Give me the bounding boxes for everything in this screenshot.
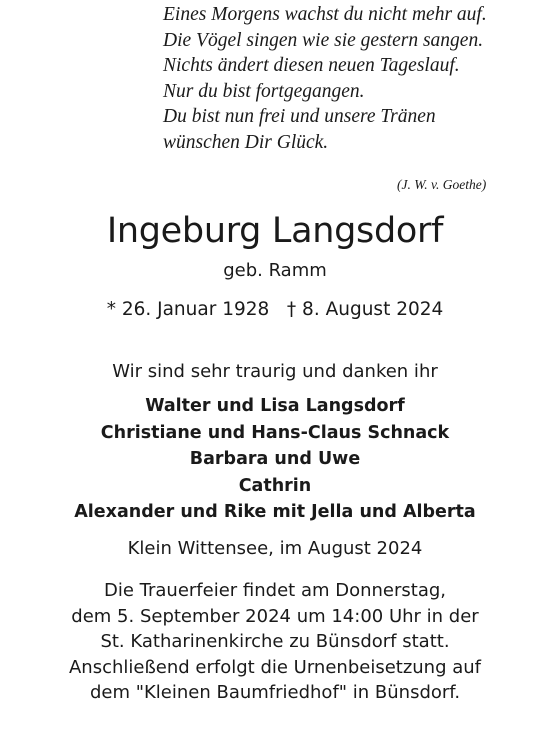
family-member: Walter und Lisa Langsdorf <box>145 396 405 416</box>
funeral-line: dem 5. September 2024 um 14:00 Uhr in der <box>71 605 479 627</box>
family-member: Cathrin <box>238 475 312 496</box>
goethe-poem <box>163 2 548 192</box>
funeral-line: dem "Kleinen Baumfriedhof" in Bünsdorf. <box>89 682 461 703</box>
family-member: Alexander und Rike mit Jella und Alberta <box>74 502 476 522</box>
birth-name: geb. Ramm <box>223 260 327 281</box>
poem-line: wünschen Dir Glück. <box>163 131 329 153</box>
poem-author: (J. W. v. Goethe) <box>397 177 487 192</box>
funeral-details <box>0 578 550 706</box>
funeral-line: Die Trauerfeier findet am Donnerstag, <box>103 580 447 601</box>
poem-line: Nichts ändert diesen neuen Tageslauf. <box>163 55 460 76</box>
poem-line: Eines Morgens wachst du nicht mehr auf. <box>163 4 487 25</box>
poem-line: Nur du bist fortgegangen. <box>163 80 365 102</box>
thanks-line: Wir sind sehr traurig und danken ihr <box>112 361 438 382</box>
poem-line: Die Vögel singen wie sie gestern sangen. <box>163 29 484 51</box>
family-member: Christiane und Hans-Claus Schnack <box>100 422 450 443</box>
family-list <box>0 393 550 526</box>
place-and-date: Klein Wittensee, im August 2024 <box>127 538 423 559</box>
life-dates: * 26. Januar 1928 † 8. August 2024 <box>106 299 444 320</box>
funeral-line: Anschließend erfolgt die Urnenbeisetzung auf <box>68 656 482 678</box>
deceased-name: Ingeburg Langsdorf <box>106 211 444 251</box>
poem-line: Du bist nun frei und unsere Tränen <box>163 106 436 127</box>
funeral-line: St. Katharinenkirche zu Bünsdorf statt. <box>100 631 450 652</box>
family-member: Barbara und Uwe <box>189 449 361 469</box>
